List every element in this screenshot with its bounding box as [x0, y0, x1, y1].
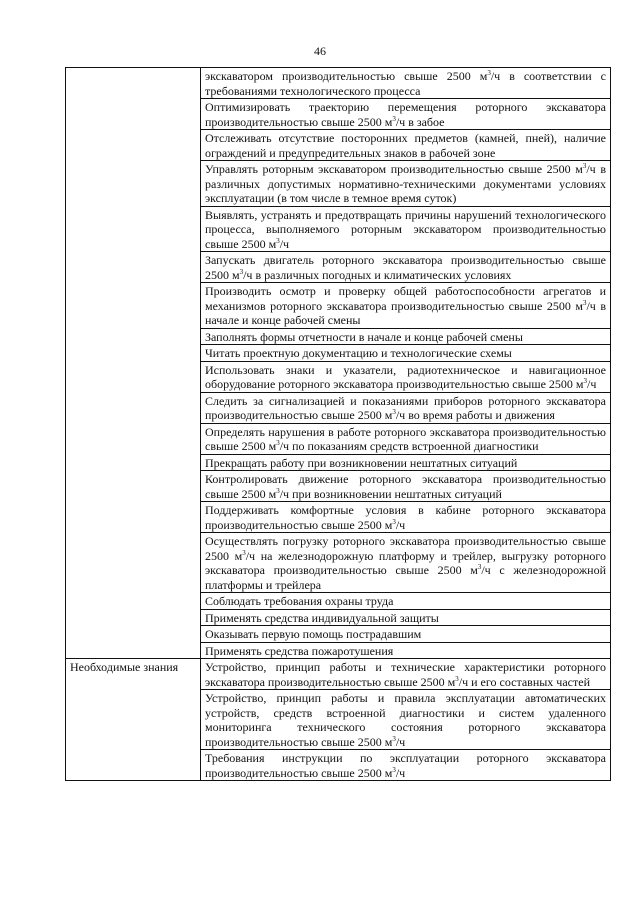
requirement-text: Производить осмотр и проверку общей работоспособности агрегатов и механизмов роторного экскаватора производительностью свыше 2500 $м^3/ч$ в начале и конце рабочей смены — [201, 283, 611, 329]
cubic-superscript: 3 — [392, 408, 396, 416]
requirement-text: Оказывать первую помощь пострадавшим — [201, 626, 611, 643]
requirement-text: Запускать двигатель роторного экскаватора производительностью свыше 2500 $м^3/ч$ в различных погодных и климатических условиях — [201, 252, 611, 283]
cubic-superscript: 3 — [392, 517, 396, 526]
requirement-text: Устройство, принцип работы и технические характеристики роторного экскаватора производительностью свыше 2500 $м^3/ч$ и его составных частей — [201, 659, 611, 690]
requirements-table-body — [66, 68, 611, 781]
cubic-superscript: 3 — [582, 298, 587, 307]
cubic-superscript: 3 — [583, 377, 588, 385]
requirement-text: Оптимизировать траекторию перемещения роторного экскаватора производительностью свыше 2500 $м^3/ч$ в забое — [201, 99, 611, 130]
cubic-superscript: 3 — [477, 563, 482, 571]
requirement-text: Определять нарушения в работе роторного экскаватора производительностью свыше 2500 $м^3/ч$ по показаниям средств встроенной диагностики — [201, 423, 611, 454]
requirement-text: Поддерживать комфортные условия в кабине роторного экскаватора производительностью свыше 2500 $м^3/ч$ — [201, 502, 611, 533]
requirements-table — [65, 67, 611, 781]
section-label-cell — [66, 68, 201, 659]
cubic-superscript: 3 — [276, 439, 280, 447]
requirement-text: экскаватором производительностью свыше 2500 $м^3/ч$ в соответствии с требованиями технологического процесса — [201, 68, 611, 99]
cubic-superscript: 3 — [276, 486, 280, 495]
requirement-text: Управлять роторным экскаватором производительностью свыше 2500 $м^3/ч$ в различных допустимых нормативно-техническими документами условиях эксплуатации (в том числе в темное время суток) — [201, 161, 611, 207]
requirement-text: Прекращать работу при возникновении нештатных ситуаций — [201, 454, 611, 471]
cubic-superscript: 3 — [239, 267, 244, 276]
requirement-text: Устройство, принцип работы и правила эксплуатации автоматических устройств, средств встроенной диагностики и систем удаленного мониторинга технического состояния роторного экскаватора производительностью свыше 2500 $м^3/ч$ — [201, 690, 611, 750]
table-row — [66, 659, 611, 690]
requirement-text: Контролировать движение роторного экскаватора производительностью свыше 2500 $м^3/ч$ при возникновении нештатных ситуаций — [201, 471, 611, 502]
cubic-superscript: 3 — [582, 162, 587, 170]
page-number: 46 — [314, 44, 326, 58]
cubic-superscript: 3 — [392, 114, 396, 123]
requirement-text: Соблюдать требования охраны труда — [201, 593, 611, 610]
table-row — [66, 68, 611, 99]
cubic-superscript: 3 — [242, 548, 246, 557]
requirement-text: Требования инструкции по эксплуатации роторного экскаватора производительностью свыше 2500 $м^3/ч$ — [201, 750, 611, 781]
cubic-superscript: 3 — [487, 69, 491, 77]
requirement-text: Применять средства пожаротушения — [201, 642, 611, 659]
cubic-superscript: 3 — [455, 674, 459, 683]
cubic-superscript: 3 — [392, 734, 396, 743]
cubic-superscript: 3 — [392, 765, 396, 774]
requirement-text: Использовать знаки и указатели, радиотехническое и навигационное оборудование роторного экскаватора производительностью свыше 2500 $м^3/ч$ — [201, 361, 611, 392]
requirement-text: Осуществлять погрузку роторного экскаватора производительностью свыше 2500 $м^3/ч$ на железнодорожную платформу и трейлер, выгрузку роторного экскаватора производительностью свыше 2500 $м^3/ч$ с железнодорожной платформы и трейлера — [201, 533, 611, 593]
requirement-text: Отслеживать отсутствие посторонних предметов (камней, пней), наличие ограждений и предупредительных знаков в рабочей зоне — [201, 130, 611, 161]
requirement-text: Применять средства индивидуальной защиты — [201, 609, 611, 626]
requirement-text: Читать проектную документацию и технологические схемы — [201, 345, 611, 362]
requirement-text: Заполнять формы отчетности в начале и конце рабочей смены — [201, 328, 611, 345]
section-label-cell: Необходимые знания — [66, 659, 201, 781]
requirement-text: Выявлять, устранять и предотвращать причины нарушений технологического процесса, выполняемого роторным экскаватором производительностью свыше 2500 $м^3/ч$ — [201, 206, 611, 252]
requirement-text: Следить за сигнализацией и показаниями приборов роторного экскаватора производительностью свыше 2500 $м^3/ч$ во время работы и движения — [201, 392, 611, 423]
cubic-superscript: 3 — [276, 236, 280, 245]
